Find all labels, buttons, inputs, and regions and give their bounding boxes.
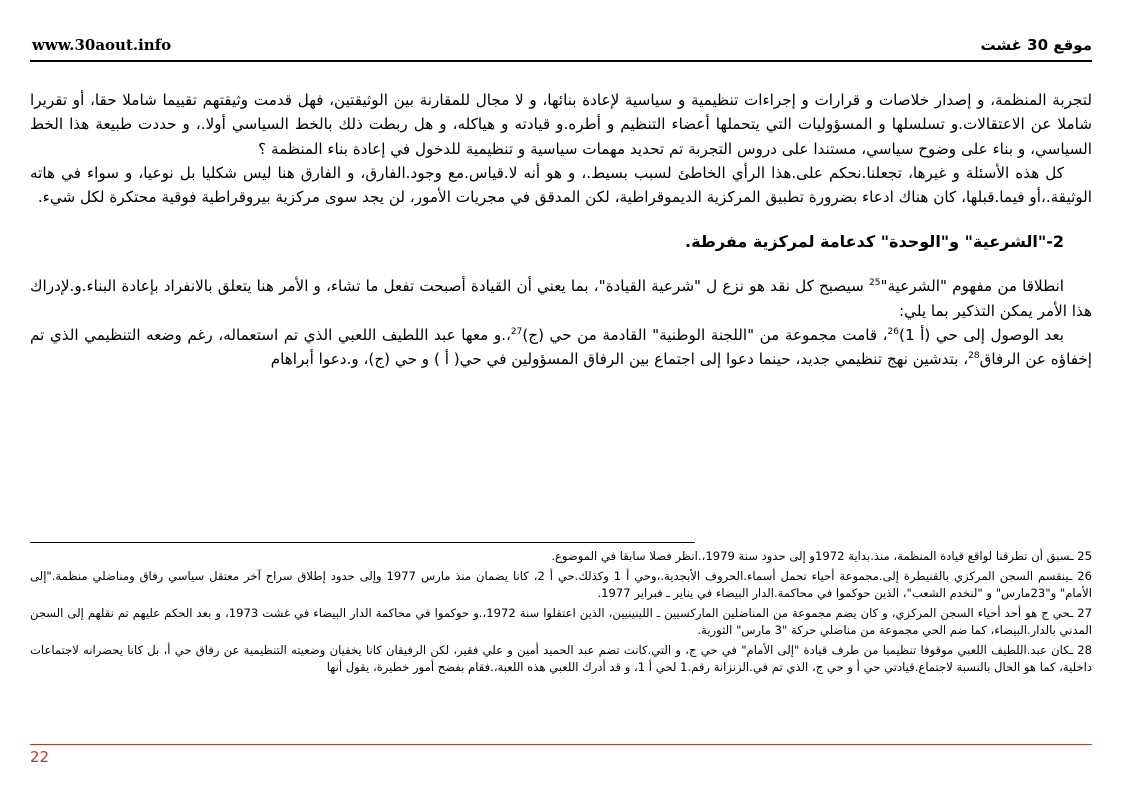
paragraph-4 — [30, 323, 1092, 372]
header-divider — [30, 60, 1092, 62]
site-title: موقع 30 غشت — [980, 36, 1092, 54]
footnote-ref-28[interactable]: 28 — [968, 351, 980, 362]
footnote-ref-27[interactable]: 27 — [510, 327, 523, 338]
footnote-separator — [30, 542, 695, 543]
paragraph-2: كل هذه الأسئلة و غيرها، تجعلنا.نحكم على.هذا الرأي الخاطئ لسبب بسيط.، و هو أنه لا.قياس.مع وجود.الفارق، و الفارق هنا ليس شكليا بل نوعيا، و سواء في هاته الوثيقة.،أو فيما.قبلها، كان هناك ادعاء بضرورة تطبيق المركزية الديموقراطية، لكن المدقق في مجريات الأمور، لن يجد سوى مركزية بيروقراطية فوقية محتكرة لكل شيء. — [30, 163, 1092, 207]
paragraph-1: لتجربة المنظمة، و إصدار خلاصات و قرارات و إجراءات تنظيمية و سياسية لإعادة بنائها، و لا مجال للمقارنة بين الوثيقتين، فهل قدمت وثيقتهم تقييما شاملا حقا، أو تقريرا شاملا عن الاعتقالات.و تسلسلها و المسؤوليات التي يتحملها أعضاء التنظيم و أطره.و قيادته و هياكله، و هل ربطت ذلك بالخط السياسي أولا.، و حددت طبيعة هذا الخط السياسي، و بناء على وضوح سياسي، مستندا على دروس التجربة تم تحديد مهمات سياسية و تنظيمية للدخول في إعادة بناء المنظمة ؟ — [30, 91, 1092, 158]
footnote-ref-25[interactable]: 25 — [869, 278, 881, 289]
footnote-27: 27 ـحي ج هو أحد أحياء السجن المركزي، و كان يضم مجموعة من المناضلين الماركسيين ـ اللينينيين، الذين اعتقلوا سنة 1972،.و حوكموا في محاكمة الدار البيضاء في غشت 1973، و بعد الحكم عليهم تم نقلهم إلى السجن المدني بالدار.البيضاء، كما ضم الحي مجموعة من مناضلي حركة "3 مارس" الثورية. — [30, 606, 1093, 637]
page-header — [30, 34, 1092, 64]
footer-divider — [30, 744, 1092, 745]
site-url[interactable]: www.30aout.info — [32, 36, 172, 54]
footnote-ref-26[interactable]: 26 — [887, 327, 899, 338]
section-heading: 2-"الشرعية" و"الوحدة" كدعامة لمركزية مفرطة. — [685, 232, 1064, 252]
main-content — [30, 88, 1092, 372]
footnote-26: 26 ـينقسم السجن المركزي بالقنيطرة إلى.مجموعة أحياء تحمل أسماء.الحروف الأبجدية.،وحي أ 1 وكذلك.حي أ 2، كانا يضمان منذ مارس 1977 وإلى حدود إطلاق سراح آخر معتقل سياسي رفاق ومناضلي منظمة."إلى الأمام" و"23مارس" و "لنخدم الشعب"، الذين حوكموا في محاكمة.الدار البيضاء في يناير ـ فبراير 1977. — [30, 569, 1092, 600]
footnotes — [30, 548, 1092, 679]
paragraph-4-text-c: ،.و معها عبد اللطيف اللعبي الذي تم استعماله، رغم وضعه التنظيمي الذي تم إخفاؤه عن الرفاق — [30, 326, 1092, 369]
paragraph-3-text-a: انطلاقا من مفهوم "الشرعية" — [880, 277, 1064, 296]
footnote-28: 28 ـكان عبد.اللطيف اللعبي موقوفا تنظيميا من طرف قيادة "إلى الأمام" في حي ج، و التي.كانت تضم عبد الحميد أمين و علي فقير، لكن الرفيقان كانا يخفيان وضعيته التنظيمية عن رفاق حي أ، بل كانا يحضرانه لاجتماعات داخلية، كما هو الحال بالنسبة لاجتماع.قيادتي حي أ و حي ج، الذي تم في.الزنزانة رقم.1 لحي أ 1، و قد أدرك اللعبي هذه اللعبة،.فقام بفضح أمور خطيرة، يقول أنها — [30, 643, 1092, 674]
paragraph-4-text-a: بعد الوصول إلى حي (أ 1) — [899, 326, 1064, 345]
paragraph-4-text-d: ، بتدشين نهج تنظيمي جديد، حينما دعوا إلى اجتماع بين الرفاق المسؤولين في حي( أ ) و حي (ج)، و.دعوا أبراهام — [270, 350, 969, 369]
page-number: 22 — [30, 748, 50, 766]
paragraph-4-text-b: ، قامت مجموعة من "اللجنة الوطنية" القادمة من حي (ج) — [522, 326, 888, 345]
paragraph-3-text-b: سيصبح كل نقد هو نزع ل "شرعية القيادة"، بما يعني أن القيادة أصبحت تفعل ما تشاء، و الأمر هنا يتعلق بالانفراد بإعادة البناء.و.لإدراك هذا الأمر يمكن التذكير بما يلي: — [30, 277, 1092, 320]
paragraph-3 — [30, 274, 1092, 323]
footnote-25: 25 ـسبق أن تطرقنا لواقع قيادة المنظمة، منذ.بداية 1972و إلى حدود سنة 1979،.انظر فصلا سابقا في الموضوع. — [551, 549, 1092, 563]
